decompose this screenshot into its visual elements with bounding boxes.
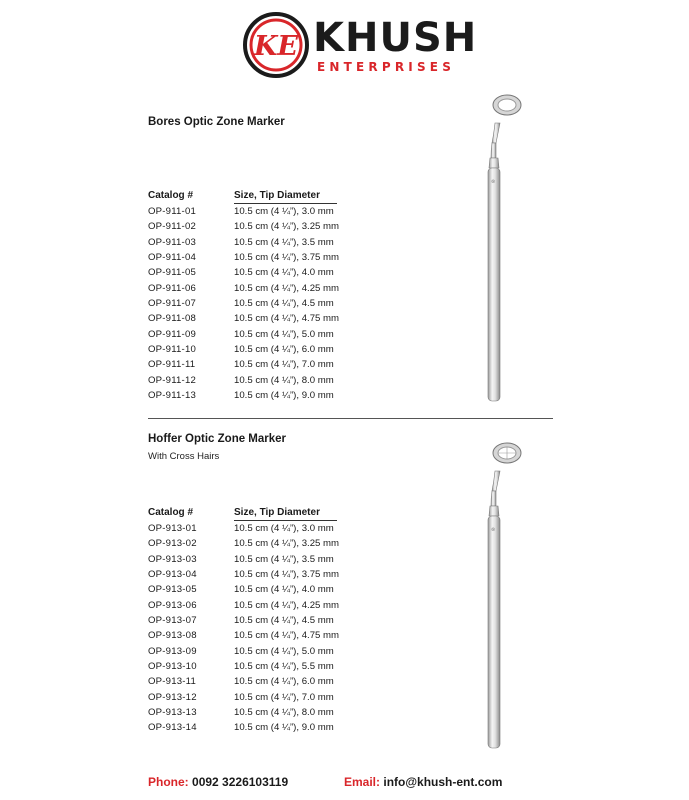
table-row <box>148 373 348 388</box>
size-tip-diameter: 10.5 cm (4 ¼”), 4.5 mm <box>234 615 334 627</box>
logo-subtitle: ENTERPRISES <box>317 60 456 74</box>
table-row <box>148 659 348 674</box>
catalog-number: OP-911-13 <box>148 390 197 402</box>
table-row <box>148 357 348 372</box>
catalog-table-hoffer <box>148 507 348 736</box>
table-row <box>148 388 348 403</box>
size-tip-diameter: 10.5 cm (4 ¼”), 4.25 mm <box>234 599 340 611</box>
svg-text:⊗: ⊗ <box>491 179 496 185</box>
catalog-number: OP-913-05 <box>148 584 197 596</box>
size-tip-diameter: 10.5 cm (4 ¼”), 4.0 mm <box>234 584 334 596</box>
catalog-number: OP-913-04 <box>148 569 197 581</box>
catalog-number: OP-913-14 <box>148 722 197 734</box>
hoffer-optic-zone-marker-image <box>478 436 528 752</box>
table-row <box>148 327 348 342</box>
table-header <box>148 190 348 204</box>
catalog-number: OP-913-11 <box>148 676 197 688</box>
size-tip-diameter: 10.5 cm (4 ¼”), 5.0 mm <box>234 645 334 657</box>
size-tip-diameter: 10.5 cm (4 ¼”), 8.0 mm <box>234 707 334 719</box>
table-row <box>148 582 348 597</box>
table-row <box>148 204 348 219</box>
catalog-number: OP-911-11 <box>148 359 196 371</box>
catalog-number: OP-911-10 <box>148 344 197 356</box>
table-row <box>148 342 348 357</box>
table-row <box>148 219 348 234</box>
svg-text:⊗: ⊗ <box>491 527 496 533</box>
size-tip-diameter: 10.5 cm (4 ¼”), 5.5 mm <box>234 661 334 673</box>
email-label: Email: <box>344 775 381 789</box>
table-row <box>148 705 348 720</box>
catalog-number: OP-913-13 <box>148 707 197 719</box>
company-logo <box>243 12 478 80</box>
size-tip-diameter: 10.5 cm (4 ¼”), 3.5 mm <box>234 553 334 565</box>
catalog-number: OP-913-06 <box>148 599 197 611</box>
size-tip-diameter: 10.5 cm (4 ¼”), 4.75 mm <box>234 630 340 642</box>
logo-monogram: KE <box>253 31 299 62</box>
table-row <box>148 567 348 582</box>
table-row <box>148 311 348 326</box>
table-row <box>148 644 348 659</box>
catalog-number: OP-911-01 <box>148 206 197 217</box>
phone-value[interactable]: 0092 3226103119 <box>192 775 289 789</box>
table-row <box>148 235 348 250</box>
size-tip-diameter: 10.5 cm (4 ¼”), 3.0 mm <box>234 523 334 534</box>
logo-badge-icon <box>243 12 309 78</box>
size-tip-diameter: 10.5 cm (4 ¼”), 6.0 mm <box>234 676 334 688</box>
section-subtitle-hoffer: With Cross Hairs <box>148 451 220 462</box>
catalog-number: OP-911-02 <box>148 221 197 233</box>
table-row <box>148 598 348 613</box>
section-title-bores: Bores Optic Zone Marker <box>148 116 285 128</box>
catalog-number: OP-911-08 <box>148 313 197 325</box>
size-tip-diameter: 10.5 cm (4 ¼”), 4.75 mm <box>234 313 340 325</box>
size-tip-diameter: 10.5 cm (4 ¼”), 7.0 mm <box>234 691 334 703</box>
size-tip-diameter: 10.5 cm (4 ¼”), 6.0 mm <box>234 344 334 356</box>
size-tip-diameter: 10.5 cm (4 ¼”), 3.0 mm <box>234 206 334 217</box>
size-tip-diameter: 10.5 cm (4 ¼”), 9.0 mm <box>234 722 334 734</box>
header-catalog: Catalog # <box>148 190 194 201</box>
table-row <box>148 628 348 643</box>
section-title-hoffer: Hoffer Optic Zone Marker <box>148 433 287 445</box>
size-tip-diameter: 10.5 cm (4 ¼”), 9.0 mm <box>234 390 334 402</box>
size-tip-diameter: 10.5 cm (4 ¼”), 3.25 mm <box>234 538 340 550</box>
header-size: Size, Tip Diameter <box>234 190 320 201</box>
phone-label: Phone: <box>148 775 189 789</box>
header-size: Size, Tip Diameter <box>234 507 320 518</box>
catalog-number: OP-911-12 <box>148 374 197 386</box>
catalog-number: OP-913-03 <box>148 553 197 565</box>
size-tip-diameter: 10.5 cm (4 ¼”), 4.0 mm <box>234 267 334 279</box>
section-divider <box>148 418 553 419</box>
table-header <box>148 507 348 521</box>
table-row <box>148 552 348 567</box>
catalog-number: OP-913-07 <box>148 615 197 627</box>
table-row <box>148 674 348 689</box>
table-row <box>148 281 348 296</box>
catalog-number: OP-913-12 <box>148 691 197 703</box>
catalog-number: OP-913-09 <box>148 645 197 657</box>
size-tip-diameter: 10.5 cm (4 ¼”), 3.25 mm <box>234 221 340 233</box>
catalog-number: OP-911-04 <box>148 252 197 264</box>
catalog-number: OP-911-06 <box>148 282 197 294</box>
bores-optic-zone-marker-image <box>478 88 528 406</box>
catalog-number: OP-913-10 <box>148 661 197 673</box>
table-row <box>148 536 348 551</box>
email-value[interactable]: info@khush-ent.com <box>383 775 503 789</box>
size-tip-diameter: 10.5 cm (4 ¼”), 7.0 mm <box>234 359 334 371</box>
size-tip-diameter: 10.5 cm (4 ¼”), 3.5 mm <box>234 236 334 248</box>
table-row <box>148 250 348 265</box>
catalog-number: OP-913-02 <box>148 538 197 550</box>
size-tip-diameter: 10.5 cm (4 ¼”), 8.0 mm <box>234 374 334 386</box>
table-row <box>148 690 348 705</box>
table-row <box>148 521 348 536</box>
catalog-number: OP-911-07 <box>148 298 197 310</box>
catalog-number: OP-911-05 <box>148 267 197 279</box>
footer-phone <box>148 775 288 789</box>
size-tip-diameter: 10.5 cm (4 ¼”), 4.25 mm <box>234 282 340 294</box>
table-row <box>148 265 348 280</box>
catalog-number: OP-911-09 <box>148 328 197 340</box>
size-tip-diameter: 10.5 cm (4 ¼”), 4.5 mm <box>234 298 334 310</box>
catalog-number: OP-911-03 <box>148 236 197 248</box>
size-tip-diameter: 10.5 cm (4 ¼”), 3.75 mm <box>234 252 340 264</box>
logo-name: KHUSH <box>313 15 478 61</box>
table-row <box>148 613 348 628</box>
table-row <box>148 296 348 311</box>
header-catalog: Catalog # <box>148 507 194 518</box>
catalog-number: OP-913-08 <box>148 630 197 642</box>
size-tip-diameter: 10.5 cm (4 ¼”), 3.75 mm <box>234 569 340 581</box>
size-tip-diameter: 10.5 cm (4 ¼”), 5.0 mm <box>234 328 334 340</box>
catalog-table-bores <box>148 190 348 403</box>
catalog-number: OP-913-01 <box>148 523 197 534</box>
table-row <box>148 720 348 735</box>
footer-email <box>344 775 502 789</box>
